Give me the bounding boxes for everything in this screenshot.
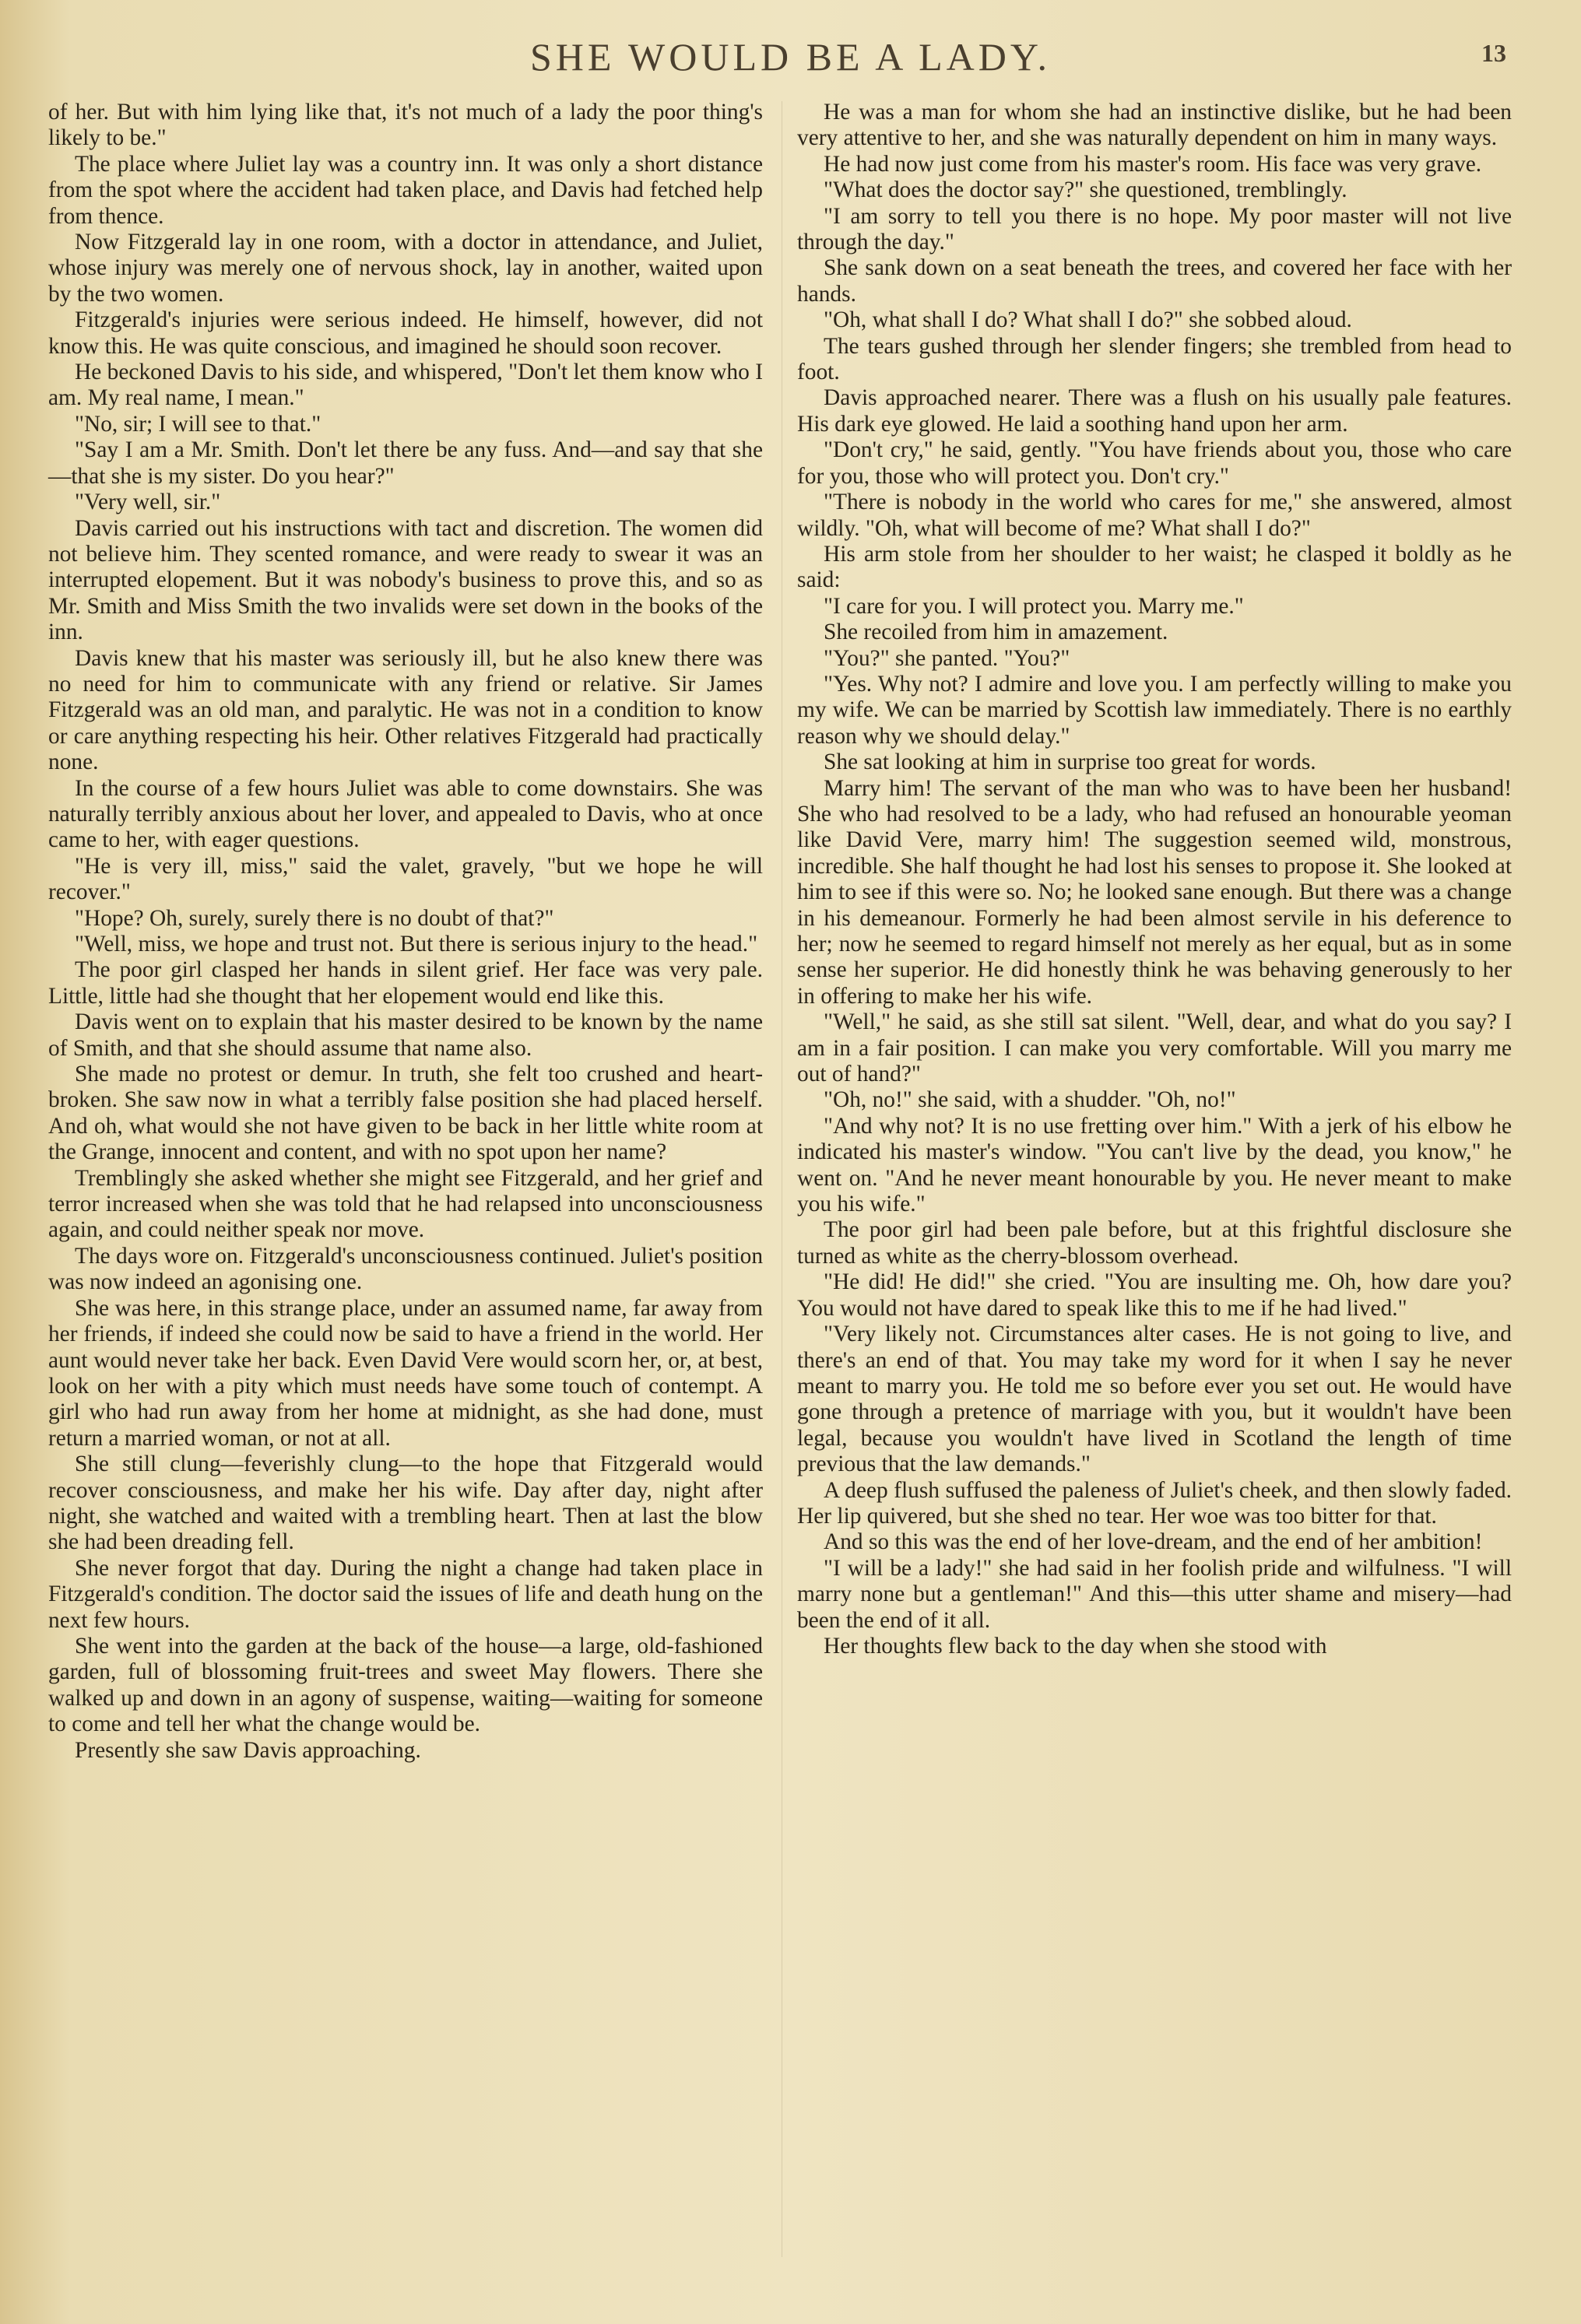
paragraph: "What does the doctor say?" she questioned, tremblingly.	[824, 177, 1347, 203]
paragraph: Marry him! The servant of the man who was to have been her husband! She who had resolved to be a lady, who had refused an honourable yeoman like David Vere, marry him! The suggestion seemed wild, monstrous, incredible. She half thought he had lost his senses to propose it. She looked at him to see if this were so. No; he looked sane enough. But there was a change in his demeanour. Formerly he had been almost servile in his deference to her; now he seemed to regard himself not merely as her equal, but as in some sense her superior. He did honestly think he was behaving generously to her in offering to make her his wife.	[797, 775, 1512, 1009]
paragraph: "He is very ill, miss," said the valet, gravely, "but we hope he will recover."	[48, 853, 763, 905]
paragraph: The days wore on. Fitzgerald's unconsciousness continued. Juliet's position was now indeed an agonising one.	[48, 1243, 764, 1295]
paragraph: "No, sir; I will see to that."	[75, 411, 321, 437]
paragraph: "Very likely not. Circumstances alter cases. He is not going to live, and there's an end of that. You may take my word for it when I say he never meant to marry you. He told me so before ever you set out. He would have gone through a pretence of marriage with you, but it wouldn't have been legal, because you wouldn't have lived in Scotland the length of time previous that the law demands."	[797, 1322, 1512, 1477]
right-column	[797, 100, 1512, 1659]
paragraph: His arm stole from her shoulder to her waist; he clasped it boldly as he said:	[797, 541, 1512, 593]
paragraph: "I am sorry to tell you there is no hope. My poor master will not live through the day."	[797, 203, 1512, 255]
paragraph: "Yes. Why not? I admire and love you. I am perfectly willing to make you my wife. We can be married by Scottish law immediately. There is no earthly reason why we should delay."	[797, 671, 1512, 749]
paragraph: Davis knew that his master was seriously ill, but he also knew there was no need for him to communicate with any friend or relative. Sir James Fitzgerald was an old man, and paralytic. He was not in a condition to know or care anything respecting his heir. Other relatives Fitzgerald had practically none.	[48, 645, 763, 775]
paragraph: "Say I am a Mr. Smith. Don't let there be any fuss. And—and say that she—that she is my sister. Do you hear?"	[48, 437, 763, 489]
paragraph: "Oh, no!" she said, with a shudder. "Oh, no!"	[824, 1087, 1236, 1113]
paragraph: And so this was the end of her love-dream, and the end of her ambition!	[824, 1529, 1483, 1555]
paragraph: She was here, in this strange place, under an assumed name, far away from her friends, if indeed she could now be said to have a friend in the world. Her aunt would never take her back. Even David Vere would scorn her, or, at best, look on her with a pity which must needs have some touch of contempt. A girl who had run away from her home at midnight, as she had done, must return a married woman, or not at all.	[48, 1295, 763, 1451]
paragraph: She still clung—feverishly clung—to the hope that Fitzgerald would recover consciousness, and make her his wife. Day after day, night after night, she watched and waited with a trembling heart. Then at last the blow she had been dreading fell.	[48, 1452, 763, 1555]
paragraph: The poor girl clasped her hands in silent grief. Her face was very pale. Little, little had she thought that her elopement would end like this.	[48, 957, 763, 1009]
paragraph: A deep flush suffused the paleness of Juliet's cheek, and then slowly faded. Her lip quivered, but she shed no tear. Her woe was too bitter for that.	[797, 1477, 1512, 1529]
paragraph: Presently she saw Davis approaching.	[75, 1737, 421, 1763]
paragraph: He was a man for whom she had an instinctive dislike, but he had been very attentive to her, and she was naturally dependent on him in many ways.	[797, 100, 1512, 151]
paragraph: The poor girl had been pale before, but at this frightful disclosure she turned as white as the cherry-blossom overhead.	[797, 1217, 1512, 1269]
paragraph: "Hope? Oh, surely, surely there is no doubt of that?"	[75, 905, 554, 931]
page-number: 13	[1481, 39, 1506, 67]
paragraph: "I will be a lady!" she had said in her foolish pride and wilfulness. "I will marry none but a gentleman!" And this—this utter shame and misery—had been the end of it all.	[797, 1555, 1512, 1633]
paragraph: of her. But with him lying like that, it's not much of a lady the poor thing's likely to be."	[48, 100, 763, 151]
paragraph: Now Fitzgerald lay in one room, with a doctor in attendance, and Juliet, whose injury was merely one of nervous shock, lay in another, waited upon by the two women.	[48, 230, 763, 307]
paragraph: Davis carried out his instructions with tact and discretion. The women did not believe him. They scented romance, and were ready to swear it was an interrupted elopement. But it was nobody's business to prove this, and so as Mr. Smith and Miss Smith the two invalids were set down in the books of the inn.	[48, 515, 763, 645]
paragraph: The tears gushed through her slender fingers; she trembled from head to foot.	[797, 333, 1512, 385]
paragraph: "He did! He did!" she cried. "You are insulting me. Oh, how dare you? You would not have dared to speak like this to me if he had lived."	[797, 1269, 1512, 1321]
paragraph: The place where Juliet lay was a country inn. It was only a short distance from the spot where the accident had taken place, and Davis had fetched help from thence.	[48, 151, 763, 229]
left-column	[48, 100, 763, 1764]
paragraph: She recoiled from him in amazement.	[824, 620, 1168, 645]
paragraph: "Oh, what shall I do? What shall I do?" she sobbed aloud.	[824, 307, 1352, 333]
paragraph: He had now just come from his master's room. His face was very grave.	[824, 151, 1482, 177]
paragraph: "I care for you. I will protect you. Marry me."	[824, 593, 1244, 619]
paragraph: "And why not? It is no use fretting over him." With a jerk of his elbow he indicated his master's window. "You can't live by the dead, you know," he went on. "And he never meant honourable by you. He never meant to make you his wife."	[797, 1113, 1512, 1217]
paragraph: Fitzgerald's injuries were serious indeed. He himself, however, did not know this. He was quite conscious, and imagined he should soon recover.	[48, 307, 763, 359]
paragraph: "Don't cry," he said, gently. "You have friends about you, those who care for you, those who will protect you. Don't cry."	[797, 437, 1512, 489]
paragraph: Tremblingly she asked whether she might see Fitzgerald, and her grief and terror increased when she was told that he had relapsed into unconsciousness again, and could neither speak nor move.	[48, 1165, 763, 1243]
paragraph: Davis went on to explain that his master desired to be known by the name of Smith, and that she should assume that name also.	[48, 1009, 763, 1061]
paragraph: "Very well, sir."	[75, 490, 221, 515]
paragraph: She made no protest or demur. In truth, she felt too crushed and heart-broken. She saw now in what a terribly false position she had placed herself. And oh, what would she not have given to be back in her little white room at the Grange, innocent and content, and with no spot upon her name?	[48, 1062, 763, 1165]
running-title: SHE WOULD BE A LADY.	[529, 35, 1052, 79]
paragraph: She never forgot that day. During the night a change had taken place in Fitzgerald's condition. The doctor said the issues of life and death hung on the next few hours.	[48, 1555, 763, 1633]
paragraph: She went into the garden at the back of the house—a large, old-fashioned garden, full of blossoming fruit-trees and sweet May flowers. There she walked up and down in an agony of suspense, waiting—waiting for someone to come and tell her what the change would be.	[48, 1633, 763, 1737]
paragraph: "You?" she panted. "You?"	[824, 645, 1070, 671]
paragraph: He beckoned Davis to his side, and whispered, "Don't let them know who I am. My real name, I mean."	[48, 360, 763, 411]
paragraph: "There is nobody in the world who cares for me," she answered, almost wildly. "Oh, what will become of me? What shall I do?"	[797, 490, 1512, 541]
paragraph: Davis approached nearer. There was a flush on his usually pale features. His dark eye glowed. He laid a soothing hand upon her arm.	[797, 385, 1512, 437]
paragraph: "Well, miss, we hope and trust not. But there is serious injury to the head."	[75, 932, 758, 957]
paragraph: Her thoughts flew back to the day when she stood with	[824, 1633, 1327, 1659]
paragraph: She sat looking at him in surprise too great for words.	[824, 750, 1316, 775]
paragraph: In the course of a few hours Juliet was able to come downstairs. She was naturally terribly anxious about her lover, and appealed to Davis, who at once came to her, with eager questions.	[48, 775, 763, 853]
page-header	[0, 34, 1581, 81]
paragraph: She sank down on a seat beneath the trees, and covered her face with her hands.	[797, 255, 1512, 307]
paragraph: "Well," he said, as she still sat silent. "Well, dear, and what do you say? I am in a fair position. I can make you very comfortable. Will you marry me out of hand?"	[797, 1009, 1512, 1087]
